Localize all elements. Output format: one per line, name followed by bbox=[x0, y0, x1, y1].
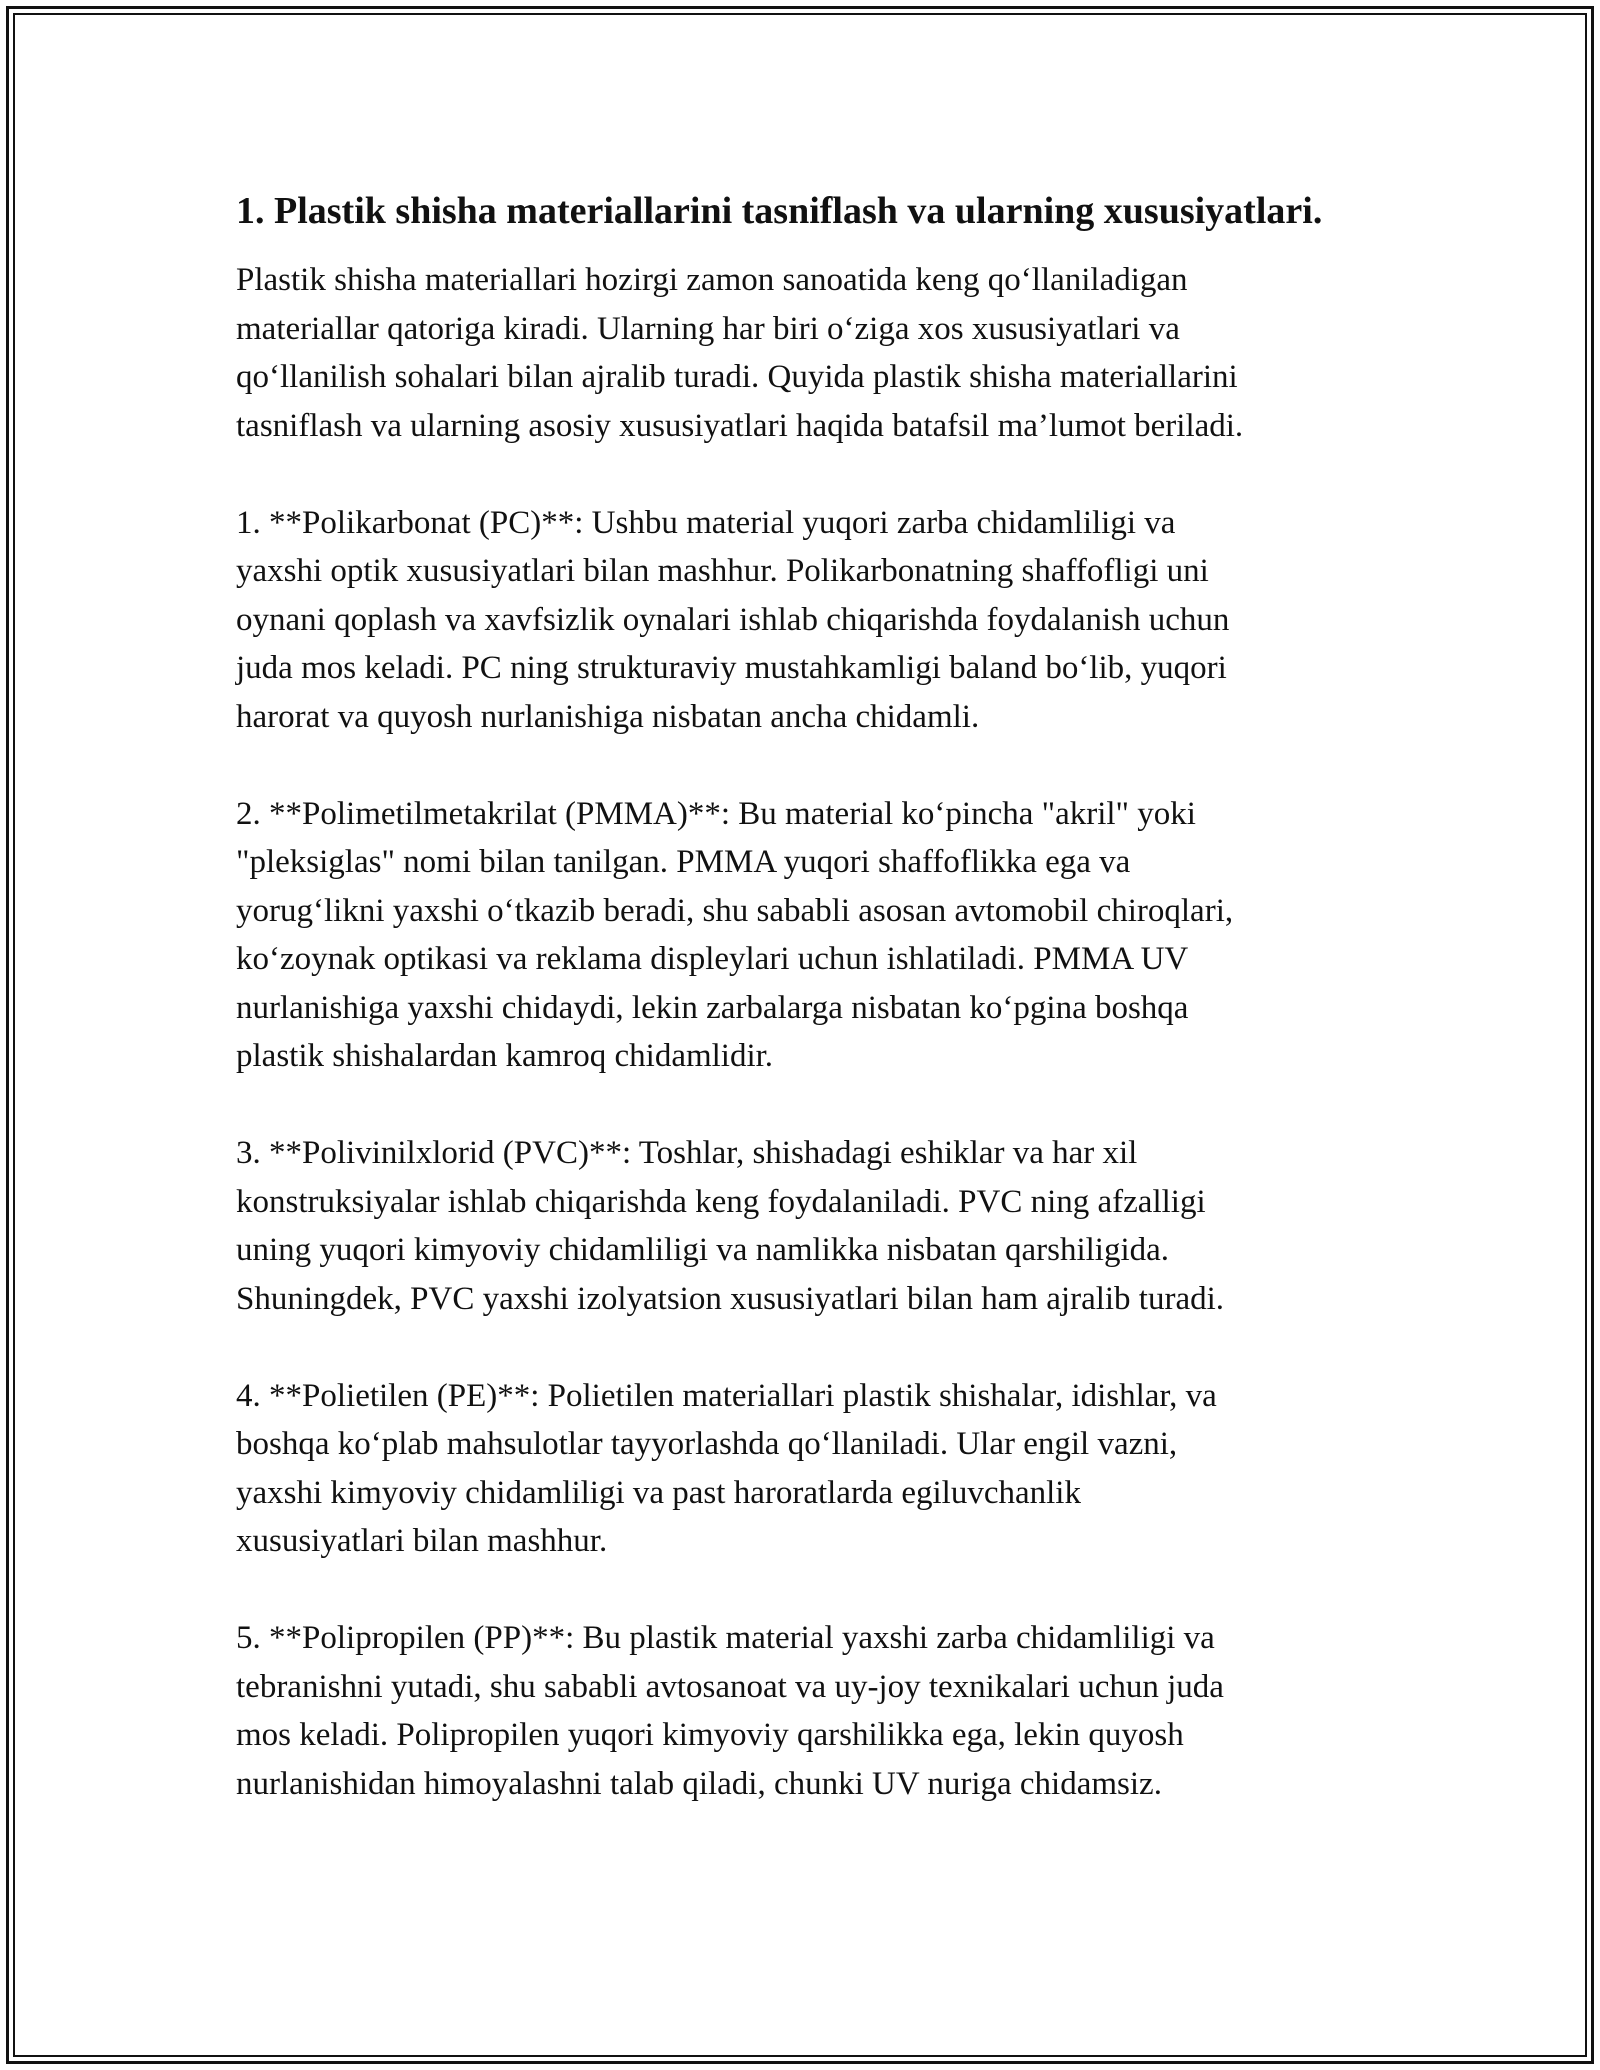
document-title: 1. Plastik shisha materiallarini tasniflash va ularning xususiyatlari. bbox=[236, 190, 1323, 232]
paragraph-polikarbonat: 1. **Polikarbonat (PC)**: Ushbu material yuqori zarba chidamliligi va yaxshi optik xususiyatlari bilan mashhur. Polikarbonatning shaffofligi uni oynani qoplash va xavfsizlik oynalari ishlab chiqarishda foydalanish uchun juda mos keladi. PC ning strukturaviy mustahkamligi baland bo‘lib, yuqori harorat va quyosh nurlanishiga nisbatan ancha chidamli. bbox=[236, 504, 1230, 735]
paragraph-pmma: 2. **Polimetilmetakrilat (PMMA)**: Bu material ko‘pincha "akril" yoki "pleksiglas" nomi bilan tanilgan. PMMA yuqori shaffoflikka ega va yorug‘likni yaxshi o‘tkazib beradi, shu sababli asosan avtomobil chiroqlari, ko‘zoynak optikasi va reklama displeylari uchun ishlatiladi. PMMA UV nurlanishiga yaxshi chidaydi, lekin zarbalarga nisbatan ko‘pgina boshqa plastik shishalardan kamroq chidamlidir. bbox=[236, 795, 1234, 1074]
paragraph-polietilen: 4. **Polietilen (PE)**: Polietilen materiallari plastik shishalar, idishlar, va boshqa ko‘plab mahsulotlar tayyorlashda qo‘llaniladi. Ular engil vazni, yaxshi kimyoviy chidamliligi va past haroratlarda egiluvchanlik xususiyatlari bilan mashhur. bbox=[236, 1377, 1217, 1559]
intro-paragraph: Plastik shisha materiallari hozirgi zamon sanoatida keng qo‘llaniladigan materiallar qatoriga kiradi. Ularning har biri o‘ziga xos xususiyatlari va qo‘llanilish sohalari bilan ajralib turadi. Quyida plastik shisha materiallarini tasniflash va ularning asosiy xususiyatlari haqida batafsil ma’lumot beriladi. bbox=[236, 262, 1244, 444]
paragraph-polipropilen: 5. **Polipropilen (PP)**: Bu plastik material yaxshi zarba chidamliligi va tebranishni yutadi, shu sababli avtosanoat va uy-joy texnikalari uchun juda mos keladi. Polipropilen yuqori kimyoviy qarshilikka ega, lekin quyosh nurlanishidan himoyalashni talab qiladi, chunki UV nuriga chidamsiz. bbox=[236, 1620, 1224, 1802]
document-body bbox=[236, 187, 1366, 1857]
paragraph-pvc: 3. **Polivinilxlorid (PVC)**: Toshlar, shishadagi eshiklar va har xil konstruksiyalar ishlab chiqarishda keng foydalaniladi. PVC ning afzalligi uning yuqori kimyoviy chidamliligi va namlikka nisbatan qarshiligida. Shuningdek, PVC yaxshi izolyatsion xususiyatlari bilan ham ajralib turadi. bbox=[236, 1135, 1225, 1317]
